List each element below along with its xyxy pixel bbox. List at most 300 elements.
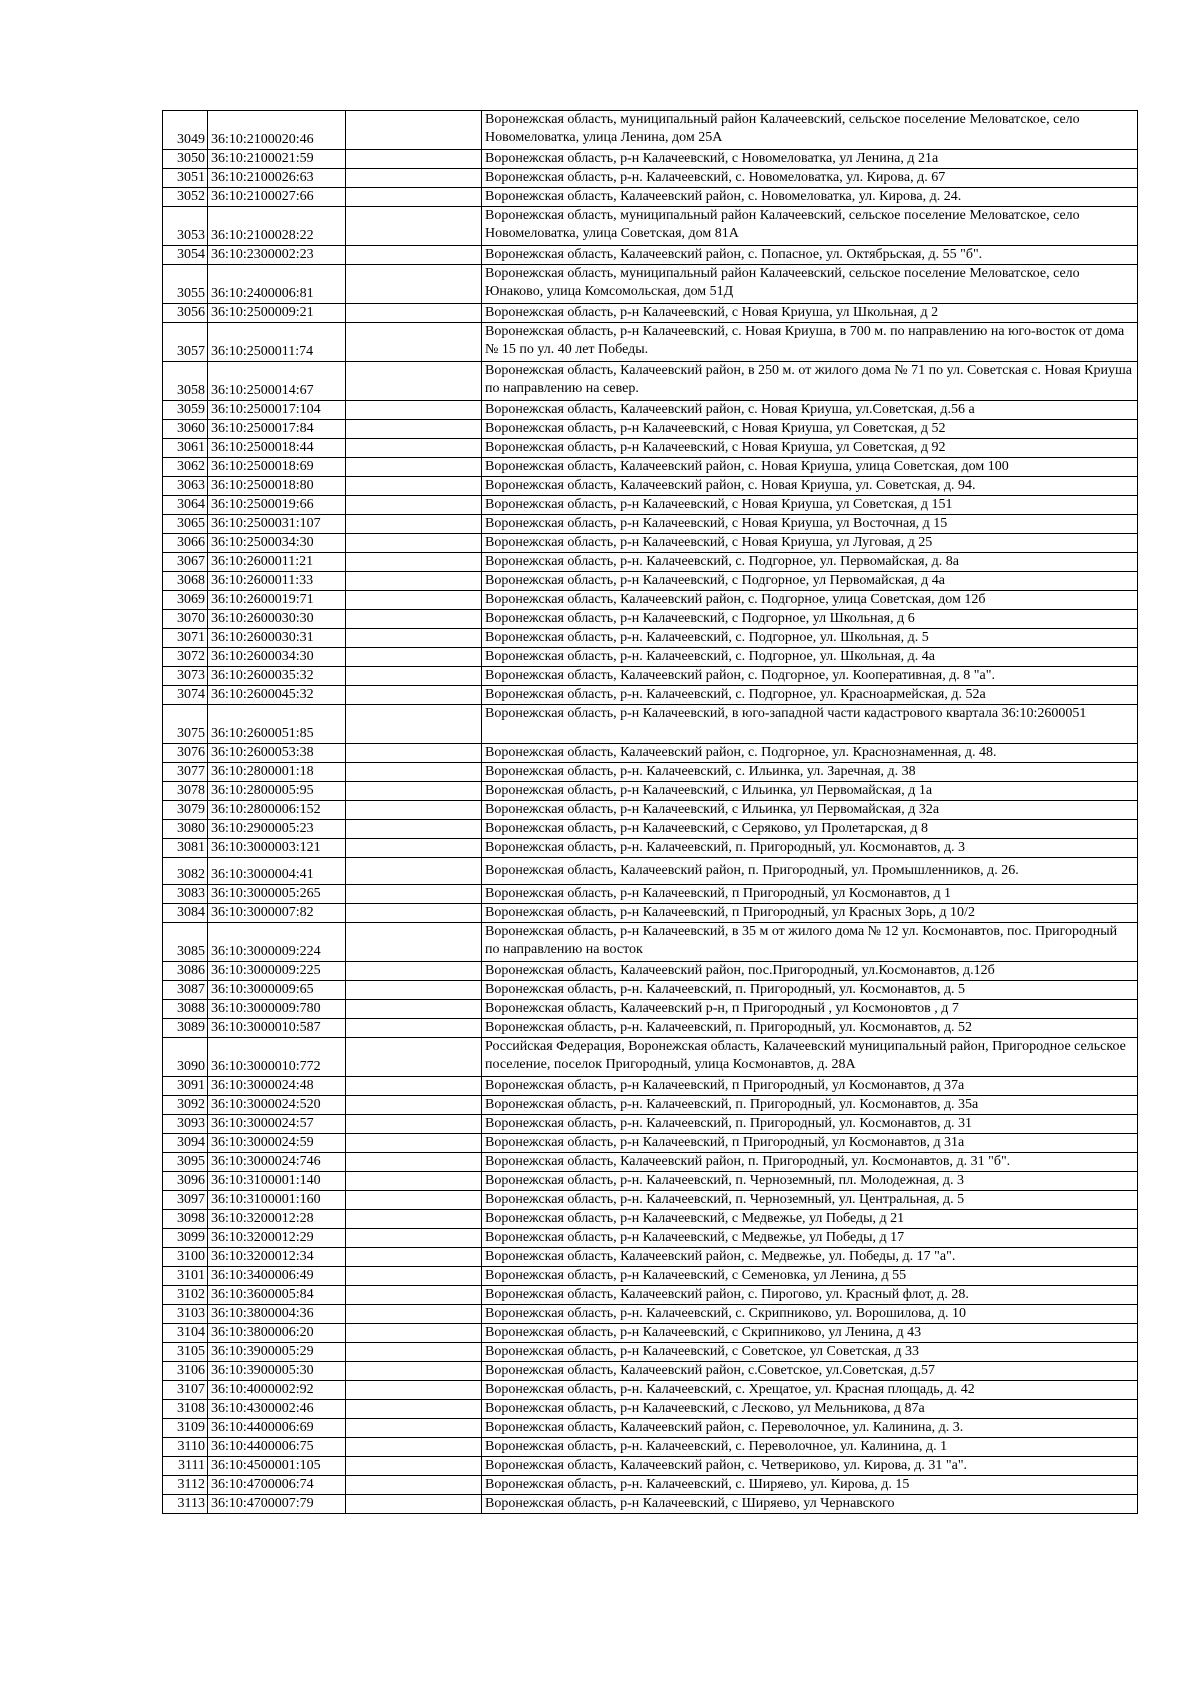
table-row [163,885,1138,904]
table-row [163,362,1138,401]
address-cell: Воронежская область, Калачеевский район, с. Подгорное, улица Советская, дом 12б [482,591,1138,610]
empty-cell [346,1210,482,1229]
address-cell: Воронежская область, Калачеевский район, с. Медвежье, ул. Победы, д. 17 "а". [482,1248,1138,1267]
row-number: 3051 [163,169,208,188]
table-row [163,1381,1138,1400]
table-row [163,1248,1138,1267]
row-number: 3084 [163,904,208,923]
table-row [163,188,1138,207]
row-number: 3096 [163,1172,208,1191]
empty-cell [346,265,482,304]
empty-cell [346,1400,482,1419]
cadastral-number: 36:10:2500017:84 [208,420,346,439]
address-cell: Воронежская область, муниципальный район Калачеевский, сельское поселение Меловатское, село Новомеловатка, улица Советская, дом 81А [482,207,1138,246]
row-number: 3068 [163,572,208,591]
address-cell: Воронежская область, р-н Калачеевский, с Новомеловатка, ул Ленина, д 21а [482,150,1138,169]
row-number: 3087 [163,981,208,1000]
cadastral-number: 36:10:3000024:520 [208,1096,346,1115]
address-cell: Воронежская область, Калачеевский район, пос.Пригородный, ул.Космонавтов, д.12б [482,962,1138,981]
address-cell: Воронежская область, р-н. Калачеевский, с. Подгорное, ул. Красноармейская, д. 52а [482,686,1138,705]
address-cell: Воронежская область, Калачеевский район, с.Советское, ул.Советская, д.57 [482,1362,1138,1381]
table-row [163,1019,1138,1038]
cadastral-number: 36:10:3800006:20 [208,1324,346,1343]
table-row [163,1115,1138,1134]
row-number: 3057 [163,323,208,362]
row-number: 3110 [163,1438,208,1457]
cadastral-number: 36:10:2900005:23 [208,820,346,839]
address-cell: Воронежская область, р-н Калачеевский, с Новая Криуша, ул Советская, д 52 [482,420,1138,439]
table-row [163,858,1138,885]
cadastral-number: 36:10:3200012:28 [208,1210,346,1229]
row-number: 3092 [163,1096,208,1115]
row-number: 3053 [163,207,208,246]
table-row [163,1286,1138,1305]
row-number: 3093 [163,1115,208,1134]
empty-cell [346,553,482,572]
empty-cell [346,885,482,904]
empty-cell [346,648,482,667]
row-number: 3058 [163,362,208,401]
table-row [163,591,1138,610]
cadastral-number: 36:10:4700007:79 [208,1495,346,1514]
empty-cell [346,686,482,705]
address-cell: Воронежская область, Калачеевский район, с. Четвериково, ул. Кирова, д. 31 "а". [482,1457,1138,1476]
table-row [163,923,1138,962]
cadastral-number: 36:10:2800005:95 [208,782,346,801]
row-number: 3052 [163,188,208,207]
cadastral-number: 36:10:2800006:152 [208,801,346,820]
table-row [163,1172,1138,1191]
cadastral-number: 36:10:2600053:38 [208,744,346,763]
row-number: 3063 [163,477,208,496]
table-row [163,1191,1138,1210]
cadastral-number: 36:10:3200012:29 [208,1229,346,1248]
row-number: 3062 [163,458,208,477]
address-cell: Воронежская область, муниципальный район Калачеевский, сельское поселение Меловатское, село Юнаково, улица Комсомольская, дом 51Д [482,265,1138,304]
row-number: 3078 [163,782,208,801]
table-row [163,1229,1138,1248]
cadastral-number: 36:10:3000024:48 [208,1077,346,1096]
table-row [163,763,1138,782]
table-row [163,439,1138,458]
address-cell: Воронежская область, Калачеевский район, с. Новая Криуша, ул. Советская, д. 94. [482,477,1138,496]
cadastral-number: 36:10:4500001:105 [208,1457,346,1476]
cadastral-number: 36:10:2500018:80 [208,477,346,496]
row-number: 3103 [163,1305,208,1324]
empty-cell [346,1286,482,1305]
empty-cell [346,1172,482,1191]
cadastral-number: 36:10:3800004:36 [208,1305,346,1324]
row-number: 3081 [163,839,208,858]
empty-cell [346,1381,482,1400]
empty-cell [346,1019,482,1038]
address-cell: Воронежская область, р-н. Калачеевский, с. Подгорное, ул. Школьная, д. 4а [482,648,1138,667]
row-number: 3074 [163,686,208,705]
cadastral-number: 36:10:3900005:30 [208,1362,346,1381]
row-number: 3079 [163,801,208,820]
cadastral-number: 36:10:2400006:81 [208,265,346,304]
table-row [163,265,1138,304]
row-number: 3083 [163,885,208,904]
empty-cell [346,1495,482,1514]
address-cell: Воронежская область, р-н. Калачеевский, п. Пригородный, ул. Космонавтов, д. 3 [482,839,1138,858]
table-row [163,981,1138,1000]
cadastral-number: 36:10:3000009:65 [208,981,346,1000]
row-number: 3113 [163,1495,208,1514]
row-number: 3099 [163,1229,208,1248]
empty-cell [346,1096,482,1115]
address-cell: Воронежская область, р-н. Калачеевский, с. Переволочное, ул. Калинина, д. 1 [482,1438,1138,1457]
empty-cell [346,923,482,962]
row-number: 3059 [163,401,208,420]
empty-cell [346,207,482,246]
cadastral-number: 36:10:4400006:69 [208,1419,346,1438]
empty-cell [346,705,482,744]
row-number: 3060 [163,420,208,439]
address-cell: Воронежская область, р-н Калачеевский, п Пригородный, ул Космонавтов, д 37а [482,1077,1138,1096]
cadastral-number: 36:10:3000003:121 [208,839,346,858]
table-row [163,246,1138,265]
row-number: 3106 [163,1362,208,1381]
cadastral-number: 36:10:2600051:85 [208,705,346,744]
empty-cell [346,1324,482,1343]
empty-cell [346,1248,482,1267]
address-cell: Воронежская область, р-н. Калачеевский, с. Хрещатое, ул. Красная площадь, д. 42 [482,1381,1138,1400]
address-cell: Российская Федерация, Воронежская область, Калачеевский муниципальный район, Пригородное сельское поселение, поселок Пригородный, улица Космонавтов, д. 28А [482,1038,1138,1077]
table-row [163,1476,1138,1495]
empty-cell [346,323,482,362]
address-cell: Воронежская область, р-н Калачеевский, с. Новая Криуша, в 700 м. по направлению на юго-восток от дома № 15 по ул. 40 лет Победы. [482,323,1138,362]
row-number: 3112 [163,1476,208,1495]
table-row [163,458,1138,477]
empty-cell [346,304,482,323]
empty-cell [346,496,482,515]
row-number: 3104 [163,1324,208,1343]
row-number: 3075 [163,705,208,744]
registry-table [162,110,1138,1514]
cadastral-number: 36:10:3600005:84 [208,1286,346,1305]
table-row [163,169,1138,188]
address-cell: Воронежская область, р-н. Калачеевский, с. Ильинка, ул. Заречная, д. 38 [482,763,1138,782]
empty-cell [346,610,482,629]
row-number: 3061 [163,439,208,458]
empty-cell [346,1038,482,1077]
address-cell: Воронежская область, р-н. Калачеевский, с. Ширяево, ул. Кирова, д. 15 [482,1476,1138,1495]
cadastral-number: 36:10:2600030:31 [208,629,346,648]
row-number: 3070 [163,610,208,629]
row-number: 3071 [163,629,208,648]
cadastral-number: 36:10:2600045:32 [208,686,346,705]
cadastral-number: 36:10:2500014:67 [208,362,346,401]
empty-cell [346,1362,482,1381]
empty-cell [346,150,482,169]
cadastral-number: 36:10:3100001:160 [208,1191,346,1210]
address-cell: Воронежская область, Калачеевский район, п. Пригородный, ул. Промышленников, д. 26. [482,858,1138,885]
table-row [163,1134,1138,1153]
row-number: 3056 [163,304,208,323]
row-number: 3064 [163,496,208,515]
address-cell: Воронежская область, р-н Калачеевский, с Скрипниково, ул Ленина, д 43 [482,1324,1138,1343]
empty-cell [346,763,482,782]
row-number: 3072 [163,648,208,667]
address-cell: Воронежская область, р-н Калачеевский, п Пригородный, ул Красных Зорь, д 10/2 [482,904,1138,923]
address-cell: Воронежская область, р-н Калачеевский, с Лесково, ул Мельникова, д 87а [482,1400,1138,1419]
cadastral-number: 36:10:4300002:46 [208,1400,346,1419]
cadastral-number: 36:10:2100026:63 [208,169,346,188]
empty-cell [346,981,482,1000]
cadastral-number: 36:10:2600034:30 [208,648,346,667]
empty-cell [346,1343,482,1362]
cadastral-number: 36:10:3000007:82 [208,904,346,923]
address-cell: Воронежская область, р-н Калачеевский, с Ильинка, ул Первомайская, д 1а [482,782,1138,801]
row-number: 3049 [163,111,208,150]
table-row [163,1267,1138,1286]
empty-cell [346,1000,482,1019]
row-number: 3082 [163,858,208,885]
address-cell: Воронежская область, р-н. Калачеевский, п. Пригородный, ул. Космонавтов, д. 52 [482,1019,1138,1038]
table-row [163,496,1138,515]
row-number: 3080 [163,820,208,839]
row-number: 3076 [163,744,208,763]
row-number: 3065 [163,515,208,534]
table-row [163,420,1138,439]
table-row [163,962,1138,981]
table-row [163,782,1138,801]
address-cell: Воронежская область, р-н. Калачеевский, с. Подгорное, ул. Первомайская, д. 8а [482,553,1138,572]
empty-cell [346,169,482,188]
address-cell: Воронежская область, Калачеевский район, в 250 м. от жилого дома № 71 по ул. Советская с. Новая Криуша по направлению на север. [482,362,1138,401]
address-cell: Воронежская область, р-н Калачеевский, в 35 м от жилого дома № 12 ул. Космонавтов, пос. Пригородный по направлению на восток [482,923,1138,962]
empty-cell [346,515,482,534]
empty-cell [346,629,482,648]
table-row [163,820,1138,839]
address-cell: Воронежская область, р-н Калачеевский, с Советское, ул Советская, д 33 [482,1343,1138,1362]
table-row [163,304,1138,323]
table-row [163,207,1138,246]
cadastral-number: 36:10:2500017:104 [208,401,346,420]
row-number: 3107 [163,1381,208,1400]
address-cell: Воронежская область, р-н Калачеевский, с Медвежье, ул Победы, д 21 [482,1210,1138,1229]
cadastral-number: 36:10:2600011:33 [208,572,346,591]
address-cell: Воронежская область, р-н Калачеевский, с Новая Криуша, ул Школьная, д 2 [482,304,1138,323]
empty-cell [346,820,482,839]
table-row [163,686,1138,705]
empty-cell [346,1267,482,1286]
row-number: 3105 [163,1343,208,1362]
cadastral-number: 36:10:2500034:30 [208,534,346,553]
address-cell: Воронежская область, р-н Калачеевский, с Подгорное, ул Первомайская, д 4а [482,572,1138,591]
row-number: 3085 [163,923,208,962]
address-cell: Воронежская область, Калачеевский район, с. Пирогово, ул. Красный флот, д. 28. [482,1286,1138,1305]
address-cell: Воронежская область, р-н Калачеевский, с Новая Криуша, ул Советская, д 92 [482,439,1138,458]
address-cell: Воронежская область, р-н Калачеевский, п Пригородный, ул Космонавтов, д 1 [482,885,1138,904]
cadastral-number: 36:10:3000009:780 [208,1000,346,1019]
address-cell: Воронежская область, Калачеевский район, с. Новая Криуша, улица Советская, дом 100 [482,458,1138,477]
empty-cell [346,591,482,610]
row-number: 3111 [163,1457,208,1476]
address-cell: Воронежская область, р-н Калачеевский, п Пригородный, ул Космонавтов, д 31а [482,1134,1138,1153]
row-number: 3077 [163,763,208,782]
table-row [163,401,1138,420]
row-number: 3055 [163,265,208,304]
row-number: 3073 [163,667,208,686]
address-cell: Воронежская область, р-н Калачеевский, с Новая Криуша, ул Луговая, д 25 [482,534,1138,553]
empty-cell [346,1476,482,1495]
address-cell: Воронежская область, р-н. Калачеевский, п. Пригородный, ул. Космонавтов, д. 35а [482,1096,1138,1115]
cadastral-number: 36:10:2500018:69 [208,458,346,477]
table-row [163,1400,1138,1419]
empty-cell [346,111,482,150]
empty-cell [346,858,482,885]
table-row [163,1419,1138,1438]
address-cell: Воронежская область, р-н Калачеевский, с Подгорное, ул Школьная, д 6 [482,610,1138,629]
row-number: 3101 [163,1267,208,1286]
table-row [163,667,1138,686]
table-row [163,515,1138,534]
address-cell: Воронежская область, р-н Калачеевский, с Ширяево, ул Чернавского [482,1495,1138,1514]
cadastral-number: 36:10:3200012:34 [208,1248,346,1267]
table-row [163,111,1138,150]
cadastral-number: 36:10:2500018:44 [208,439,346,458]
empty-cell [346,782,482,801]
cadastral-number: 36:10:3000010:772 [208,1038,346,1077]
table-row [163,610,1138,629]
address-cell: Воронежская область, Калачеевский р-н, п Пригородный , ул Космоновтов , д 7 [482,1000,1138,1019]
cadastral-number: 36:10:3000005:265 [208,885,346,904]
empty-cell [346,458,482,477]
address-cell: Воронежская область, Калачеевский район, с. Новомеловатка, ул. Кирова, д. 24. [482,188,1138,207]
address-cell: Воронежская область, Калачеевский район, с. Подгорное, ул. Краснознаменная, д. 48. [482,744,1138,763]
empty-cell [346,534,482,553]
empty-cell [346,420,482,439]
address-cell: Воронежская область, Калачеевский район, с. Новая Криуша, ул.Советская, д.56 а [482,401,1138,420]
table-row [163,839,1138,858]
address-cell: Воронежская область, р-н Калачеевский, с Ильинка, ул Первомайская, д 32а [482,801,1138,820]
row-number: 3097 [163,1191,208,1210]
cadastral-number: 36:10:3900005:29 [208,1343,346,1362]
cadastral-number: 36:10:2600011:21 [208,553,346,572]
empty-cell [346,839,482,858]
row-number: 3089 [163,1019,208,1038]
empty-cell [346,1134,482,1153]
cadastral-number: 36:10:2100020:46 [208,111,346,150]
row-number: 3067 [163,553,208,572]
empty-cell [346,1419,482,1438]
table-row [163,1305,1138,1324]
cadastral-number: 36:10:3000009:225 [208,962,346,981]
cadastral-number: 36:10:2500009:21 [208,304,346,323]
empty-cell [346,246,482,265]
row-number: 3109 [163,1419,208,1438]
table-row [163,323,1138,362]
table-row [163,477,1138,496]
cadastral-number: 36:10:3000010:587 [208,1019,346,1038]
table-row [163,1438,1138,1457]
row-number: 3102 [163,1286,208,1305]
cadastral-number: 36:10:2300002:23 [208,246,346,265]
empty-cell [346,1438,482,1457]
address-cell: Воронежская область, р-н. Калачеевский, с. Скрипниково, ул. Ворошилова, д. 10 [482,1305,1138,1324]
cadastral-number: 36:10:3000024:59 [208,1134,346,1153]
address-cell: Воронежская область, р-н. Калачеевский, с. Подгорное, ул. Школьная, д. 5 [482,629,1138,648]
cadastral-number: 36:10:2800001:18 [208,763,346,782]
address-cell: Воронежская область, р-н. Калачеевский, п. Пригородный, ул. Космонавтов, д. 5 [482,981,1138,1000]
address-cell: Воронежская область, р-н. Калачеевский, п. Черноземный, ул. Центральная, д. 5 [482,1191,1138,1210]
empty-cell [346,801,482,820]
cadastral-number: 36:10:2100028:22 [208,207,346,246]
row-number: 3100 [163,1248,208,1267]
empty-cell [346,1305,482,1324]
table-row [163,1457,1138,1476]
cadastral-number: 36:10:3000024:746 [208,1153,346,1172]
cadastral-number: 36:10:2600019:71 [208,591,346,610]
address-cell: Воронежская область, р-н. Калачеевский, п. Пригородный, ул. Космонавтов, д. 31 [482,1115,1138,1134]
table-row [163,1096,1138,1115]
cadastral-number: 36:10:4000002:92 [208,1381,346,1400]
empty-cell [346,572,482,591]
cadastral-number: 36:10:2600035:32 [208,667,346,686]
empty-cell [346,667,482,686]
cadastral-number: 36:10:3000024:57 [208,1115,346,1134]
table-row [163,1324,1138,1343]
empty-cell [346,477,482,496]
row-number: 3066 [163,534,208,553]
cadastral-number: 36:10:4400006:75 [208,1438,346,1457]
cadastral-number: 36:10:4700006:74 [208,1476,346,1495]
cadastral-number: 36:10:2500011:74 [208,323,346,362]
table-row [163,1343,1138,1362]
table-row [163,904,1138,923]
cadastral-number: 36:10:3000009:224 [208,923,346,962]
empty-cell [346,1153,482,1172]
empty-cell [346,904,482,923]
empty-cell [346,439,482,458]
table-row [163,1362,1138,1381]
table-row [163,648,1138,667]
table-row [163,1077,1138,1096]
table-row [163,150,1138,169]
empty-cell [346,362,482,401]
row-number: 3095 [163,1153,208,1172]
empty-cell [346,1191,482,1210]
table-row [163,534,1138,553]
address-cell: Воронежская область, р-н Калачеевский, с Медвежье, ул Победы, д 17 [482,1229,1138,1248]
table-row [163,572,1138,591]
address-cell: Воронежская область, Калачеевский район, с. Попасное, ул. Октябрьская, д. 55 "б". [482,246,1138,265]
cadastral-number: 36:10:2500019:66 [208,496,346,515]
table-row [163,553,1138,572]
empty-cell [346,744,482,763]
table-row [163,1210,1138,1229]
table-row [163,705,1138,744]
row-number: 3094 [163,1134,208,1153]
table-row [163,1153,1138,1172]
table-row [163,744,1138,763]
empty-cell [346,1457,482,1476]
row-number: 3098 [163,1210,208,1229]
empty-cell [346,1115,482,1134]
empty-cell [346,962,482,981]
address-cell: Воронежская область, р-н Калачеевский, с Новая Криуша, ул Советская, д 151 [482,496,1138,515]
registry-body [163,111,1138,1514]
table-row [163,629,1138,648]
table-row [163,1000,1138,1019]
cadastral-number: 36:10:3000004:41 [208,858,346,885]
address-cell: Воронежская область, Калачеевский район, с. Переволочное, ул. Калинина, д. 3. [482,1419,1138,1438]
address-cell: Воронежская область, р-н Калачеевский, в юго-западной части кадастрового квартала 36:10:2600051 [482,705,1138,744]
empty-cell [346,1229,482,1248]
cadastral-number: 36:10:2600030:30 [208,610,346,629]
